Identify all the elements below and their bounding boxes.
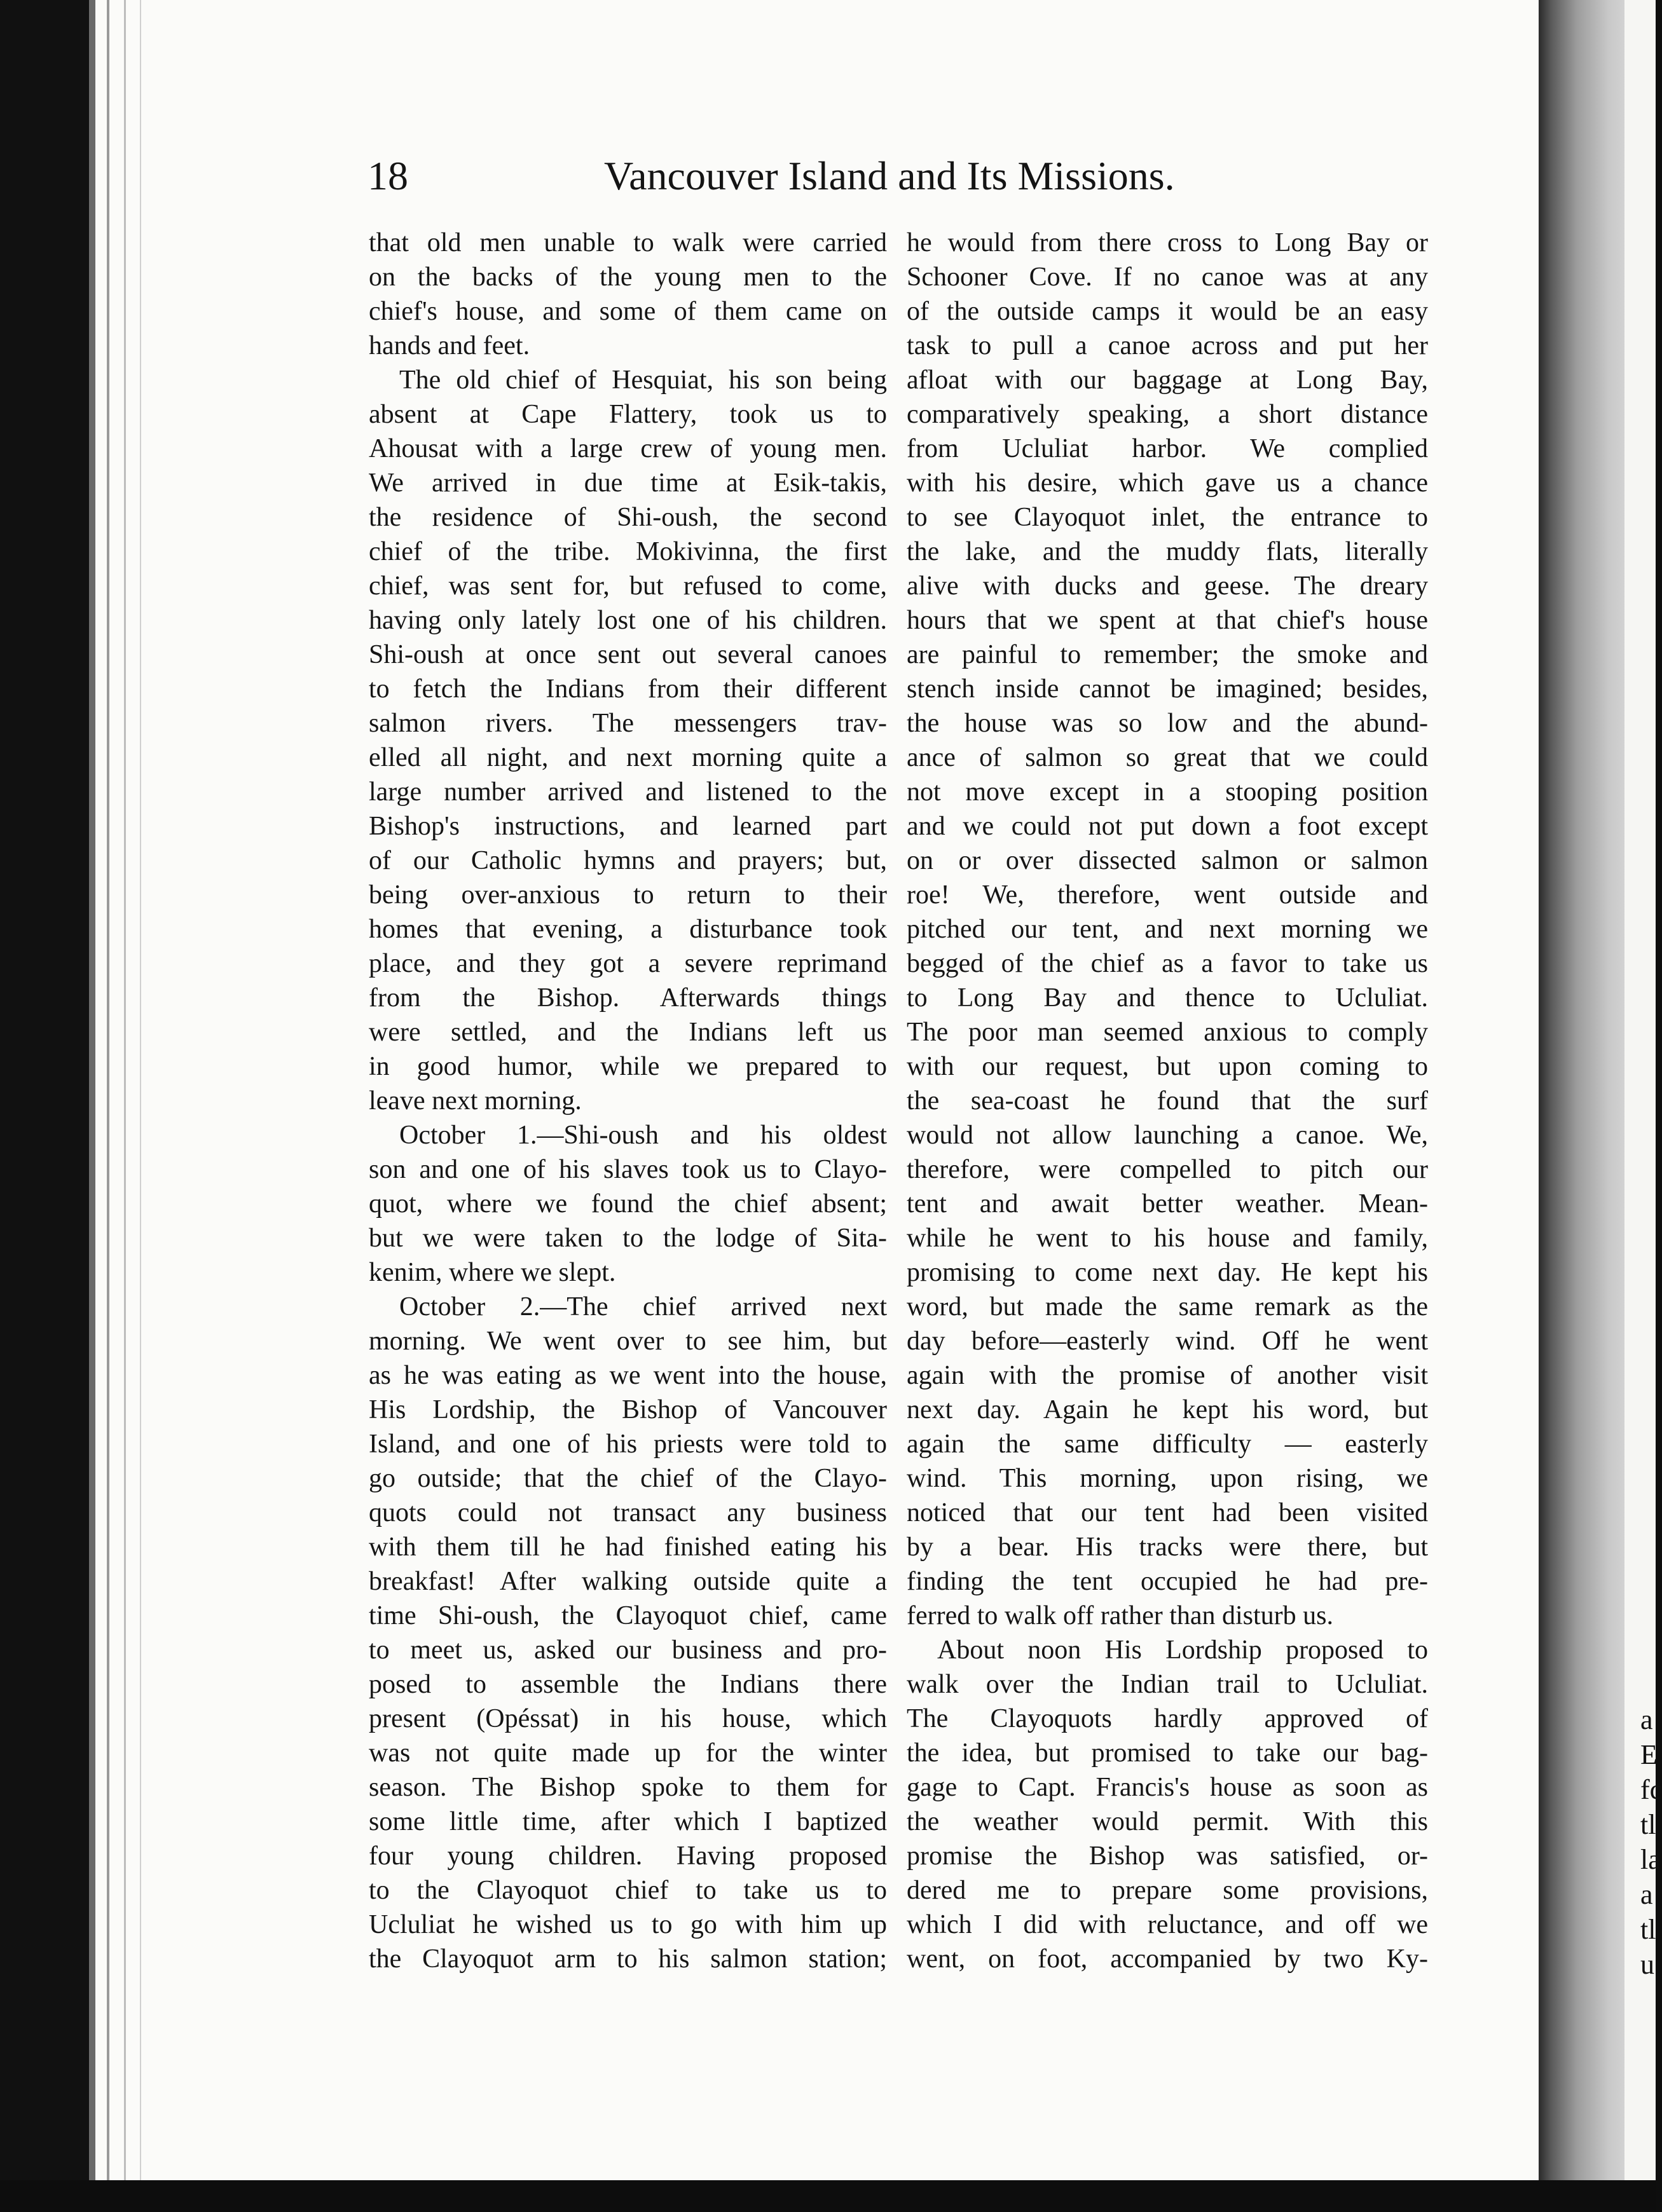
text-line: promising to come next day. He kept his: [907, 1258, 1428, 1287]
text-line: from Ucluliat harbor. We complied: [907, 434, 1428, 463]
text-line: are painful to remember; the smoke and: [907, 640, 1428, 669]
text-line: The old chief of Hesquiat, his son being: [399, 365, 887, 395]
facing-page-fragment: a: [1640, 1879, 1653, 1910]
text-line: again the same difficulty — easterly: [907, 1430, 1428, 1459]
text-line: promise the Bishop was satisfied, or-: [907, 1841, 1428, 1871]
text-line: Island, and one of his priests were told to: [369, 1430, 887, 1459]
text-line: of the outside camps it would be an easy: [907, 297, 1428, 326]
text-line: as he was eating as we went into the house,: [369, 1361, 887, 1390]
text-line: therefore, were compelled to pitch our: [907, 1155, 1428, 1184]
text-line: hands and feet.: [369, 331, 530, 360]
text-line: was not quite made up for the winter: [369, 1738, 887, 1768]
text-line: word, but made the same remark as the: [907, 1292, 1428, 1321]
text-line: hours that we spent at that chief's house: [907, 606, 1428, 635]
text-line: having only lately lost one of his children.: [369, 606, 887, 635]
text-line: wind. This morning, upon rising, we: [907, 1464, 1428, 1493]
text-line: by a bear. His tracks were there, but: [907, 1533, 1428, 1562]
text-line: quots could not transact any business: [369, 1498, 887, 1527]
facing-page-fragment: u: [1640, 1949, 1654, 1980]
text-line: would not allow launching a canoe. We,: [907, 1121, 1428, 1150]
text-line: but we were taken to the lodge of Sita-: [369, 1224, 887, 1253]
page-edge-line: [107, 0, 109, 2180]
text-line: roe! We, therefore, went outside and: [907, 880, 1428, 910]
text-line: were settled, and the Indians left us: [369, 1018, 887, 1047]
text-line: the residence of Shi-oush, the second: [369, 503, 887, 532]
text-column-left: [369, 226, 887, 1976]
text-line: on the backs of the young men to the: [369, 263, 887, 292]
text-line: elled all night, and next morning quite a: [369, 743, 887, 772]
text-line: Shi-oush at once sent out several canoes: [369, 640, 887, 669]
facing-page-fragment: la: [1640, 1844, 1661, 1875]
text-line: kenim, where we slept.: [369, 1258, 616, 1287]
text-line: to fetch the Indians from their different: [369, 674, 887, 704]
text-line: afloat with our baggage at Long Bay,: [907, 365, 1428, 395]
text-line: The Clayoquots hardly approved of: [907, 1704, 1428, 1733]
text-line: with them till he had finished eating his: [369, 1533, 887, 1562]
text-line: from the Bishop. Afterwards things: [369, 983, 887, 1013]
text-line: with his desire, which gave us a chance: [907, 468, 1428, 498]
page-number: 18: [367, 153, 408, 198]
text-line: to meet us, asked our business and pro-: [369, 1635, 887, 1665]
text-line: next day. Again he kept his word, but: [907, 1395, 1428, 1424]
text-line: quot, where we found the chief absent;: [369, 1189, 887, 1219]
text-line: not move except in a stooping position: [907, 777, 1428, 807]
text-line: stench inside cannot be imagined; besides,: [907, 674, 1428, 704]
text-line: morning. We went over to see him, but: [369, 1327, 887, 1356]
text-line: son and one of his slaves took us to Clayo-: [369, 1155, 887, 1184]
text-line: alive with ducks and geese. The dreary: [907, 571, 1428, 601]
text-line: and we could not put down a foot except: [907, 812, 1428, 841]
text-line: The poor man seemed anxious to comply: [907, 1018, 1428, 1047]
facing-page-fragment: tl: [1640, 1914, 1656, 1945]
text-line: Ahousat with a large crew of young men.: [369, 434, 887, 463]
text-line: the house was so low and the abund-: [907, 709, 1428, 738]
text-line: tent and await better weather. Mean-: [907, 1189, 1428, 1219]
text-line: day before—easterly wind. Off he went: [907, 1327, 1428, 1356]
text-line: Ucluliat he wished us to go with him up: [369, 1910, 887, 1939]
text-line: homes that evening, a disturbance took: [369, 915, 887, 944]
facing-page-fragment: tl: [1640, 1809, 1656, 1840]
text-line: leave next morning.: [369, 1086, 582, 1116]
text-line: the sea-coast he found that the surf: [907, 1086, 1428, 1116]
text-line: ance of salmon so great that we could: [907, 743, 1428, 772]
text-line: time Shi-oush, the Clayoquot chief, came: [369, 1601, 887, 1630]
text-line: dered me to prepare some provisions,: [907, 1876, 1428, 1905]
text-line: to see Clayoquot inlet, the entrance to: [907, 503, 1428, 532]
text-line: chief, was sent for, but refused to come,: [369, 571, 887, 601]
text-line: Bishop's instructions, and learned part: [369, 812, 887, 841]
text-line: finding the tent occupied he had pre-: [907, 1567, 1428, 1596]
text-line: of our Catholic hymns and prayers; but,: [369, 846, 887, 875]
page-edge-line: [140, 0, 141, 2180]
text-line: walk over the Indian trail to Ucluliat.: [907, 1670, 1428, 1699]
running-title: Vancouver Island and Its Missions.: [604, 153, 1175, 198]
text-line: being over-anxious to return to their: [369, 880, 887, 910]
text-line: begged of the chief as a favor to take us: [907, 949, 1428, 978]
text-line: to the Clayoquot chief to take us to: [369, 1876, 887, 1905]
text-line: large number arrived and listened to the: [369, 777, 887, 807]
text-line: went, on foot, accompanied by two Ky-: [907, 1944, 1428, 1974]
text-line: to Long Bay and thence to Ucluliat.: [907, 983, 1428, 1013]
text-line: salmon rivers. The messengers trav-: [369, 709, 887, 738]
facing-page-fragment: a: [1640, 1704, 1653, 1735]
text-line: pitched our tent, and next morning we: [907, 915, 1428, 944]
text-line: the weather would permit. With this: [907, 1807, 1428, 1836]
text-line: season. The Bishop spoke to them for: [369, 1773, 887, 1802]
text-line: comparatively speaking, a short distance: [907, 400, 1428, 429]
facing-page-fragment: E: [1640, 1739, 1658, 1770]
text-line: place, and they got a severe reprimand: [369, 949, 887, 978]
text-line: His Lordship, the Bishop of Vancouver: [369, 1395, 887, 1424]
scan-background-left: [0, 0, 89, 2212]
text-line: chief's house, and some of them came on: [369, 297, 887, 326]
text-line: breakfast! After walking outside quite a: [369, 1567, 887, 1596]
text-line: About noon His Lordship proposed to: [937, 1635, 1428, 1665]
text-line: the Clayoquot arm to his salmon station;: [369, 1944, 887, 1974]
text-line: Schooner Cove. If no canoe was at any: [907, 263, 1428, 292]
running-head: [0, 153, 1656, 203]
text-line: October 2.—The chief arrived next: [399, 1292, 887, 1321]
facing-page-fragment: fc: [1640, 1774, 1662, 1805]
text-line: go outside; that the chief of the Clayo-: [369, 1464, 887, 1493]
text-line: ferred to walk off rather than disturb us.: [907, 1601, 1334, 1630]
text-line: present (Opéssat) in his house, which: [369, 1704, 887, 1733]
text-line: four young children. Having proposed: [369, 1841, 887, 1871]
text-line: some little time, after which I baptized: [369, 1807, 887, 1836]
text-line: while he went to his house and family,: [907, 1224, 1428, 1253]
scan-background-bottom: [0, 2180, 1656, 2212]
text-line: on or over dissected salmon or salmon: [907, 846, 1428, 875]
text-line: We arrived in due time at Esik-takis,: [369, 468, 887, 498]
text-line: the lake, and the muddy flats, literally: [907, 537, 1428, 566]
text-line: he would from there cross to Long Bay or: [907, 228, 1428, 257]
text-line: chief of the tribe. Mokivinna, the first: [369, 537, 887, 566]
text-line: posed to assemble the Indians there: [369, 1670, 887, 1699]
text-line: in good humor, while we prepared to: [369, 1052, 887, 1081]
text-line: gage to Capt. Francis's house as soon as: [907, 1773, 1428, 1802]
text-line: which I did with reluctance, and off we: [907, 1910, 1428, 1939]
text-line: October 1.—Shi-oush and his oldest: [399, 1121, 887, 1150]
page-edge-line: [124, 0, 126, 2180]
text-line: the idea, but promised to take our bag-: [907, 1738, 1428, 1768]
page-edge-shadow: [89, 0, 95, 2180]
text-line: again with the promise of another visit: [907, 1361, 1428, 1390]
text-line: with our request, but upon coming to: [907, 1052, 1428, 1081]
text-line: absent at Cape Flattery, took us to: [369, 400, 887, 429]
text-line: that old men unable to walk were carried: [369, 228, 887, 257]
text-column-right: [907, 226, 1428, 1976]
text-line: task to pull a canoe across and put her: [907, 331, 1428, 360]
text-line: noticed that our tent had been visited: [907, 1498, 1428, 1527]
